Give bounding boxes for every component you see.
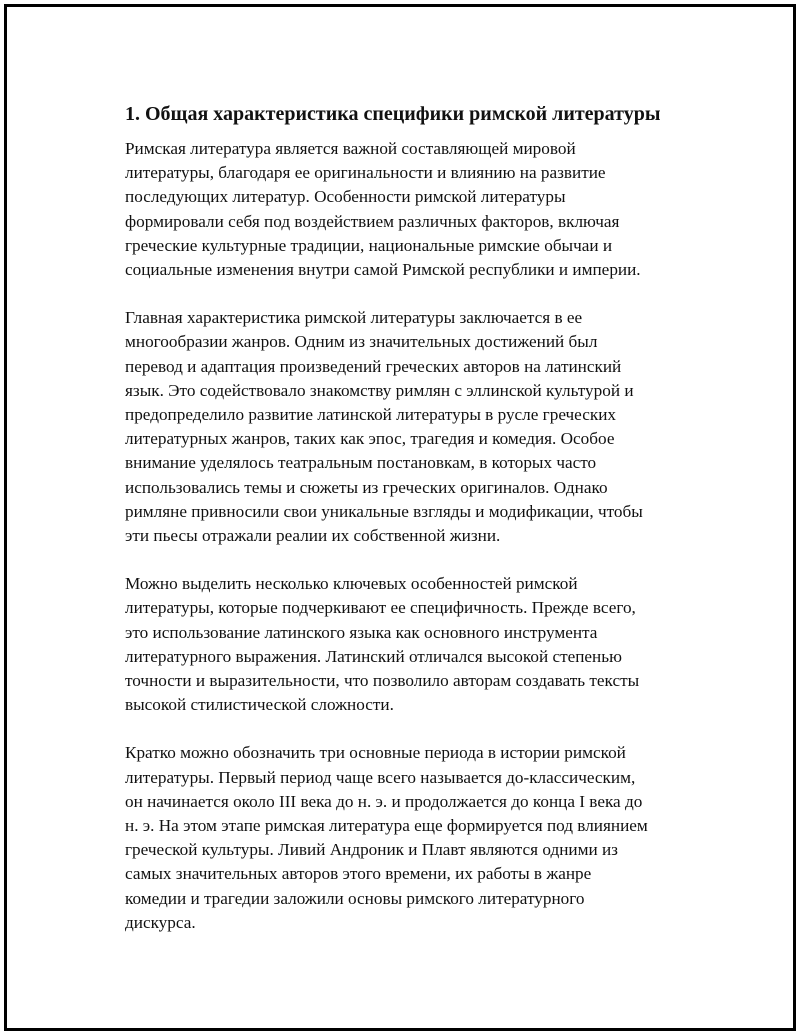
text-line: язык. Это содействовало знакомству римлян с эллинской культурой и <box>125 380 634 400</box>
text-line: самых значительных авторов этого времени, их работы в жанре <box>125 864 592 884</box>
text-line: формировали себя под воздействием различных факторов, включая <box>125 211 620 231</box>
text-line: литературных жанров, таких как эпос, трагедия и комедия. Особое <box>125 429 615 449</box>
text-line: Римская литература является важной составляющей мировой <box>125 139 576 158</box>
document-body <box>125 101 703 959</box>
paragraph-intro <box>125 137 703 282</box>
page-frame <box>4 4 796 1031</box>
text-line: н. э. На этом этапе римская литература еще формируется под влиянием <box>125 816 648 836</box>
paragraph-periods <box>125 741 703 935</box>
text-line: литературы, благодаря ее оригинальности и влиянию на развитие <box>125 163 606 183</box>
text-line: греческие культурные традиции, национальные римские обычаи и <box>125 235 613 255</box>
text-line: это использование латинского языка как основного инструмента <box>125 622 598 642</box>
text-line: предопределило развитие латинской литературы в русле греческих <box>125 405 616 425</box>
text-line: литературы, которые подчеркивают ее специфичность. Прежде всего, <box>125 598 636 618</box>
text-line: римляне привносили свои уникальные взгляды и модификации, чтобы <box>125 501 643 521</box>
text-line: эти пьесы отражали реалии их собственной жизни. <box>125 526 501 546</box>
text-line: он начинается около III века до н. э. и продолжается до конца I века до <box>125 791 643 811</box>
paragraph-features <box>125 572 703 717</box>
section-heading: 1. Общая характеристика специфики римской литературы <box>125 103 661 125</box>
text-line: последующих литератур. Особенности римской литературы <box>125 187 566 207</box>
text-line: использовались темы и сюжеты из греческих оригиналов. Однако <box>125 477 608 497</box>
text-line: Можно выделить несколько ключевых особенностей римской <box>125 574 578 594</box>
text-line: социальные изменения внутри самой Римской республики и империи. <box>125 260 641 280</box>
text-line: комедии и трагедии заложили основы римского литературного <box>125 888 585 908</box>
paragraph-genres <box>125 306 703 548</box>
text-line: греческой культуры. Ливий Андроник и Плавт являются одними из <box>125 840 618 860</box>
text-line: точности и выразительности, что позволило авторам создавать тексты <box>125 671 640 691</box>
text-line: литературы. Первый период чаще всего называется до-классическим, <box>125 767 636 787</box>
text-line: дискурса. <box>125 912 196 932</box>
text-line: многообразии жанров. Одним из значительных достижений был <box>125 332 598 352</box>
text-line: перевод и адаптация произведений греческих авторов на латинский <box>125 356 622 376</box>
text-line: внимание уделялось театральным постановкам, в которых часто <box>125 453 597 473</box>
text-line: литературного выражения. Латинский отличался высокой степенью <box>125 646 622 666</box>
text-line: Главная характеристика римской литературы заключается в ее <box>125 308 583 328</box>
text-line: высокой стилистической сложности. <box>125 695 394 715</box>
text-line: Кратко можно обозначить три основные периода в истории римской <box>125 743 626 763</box>
